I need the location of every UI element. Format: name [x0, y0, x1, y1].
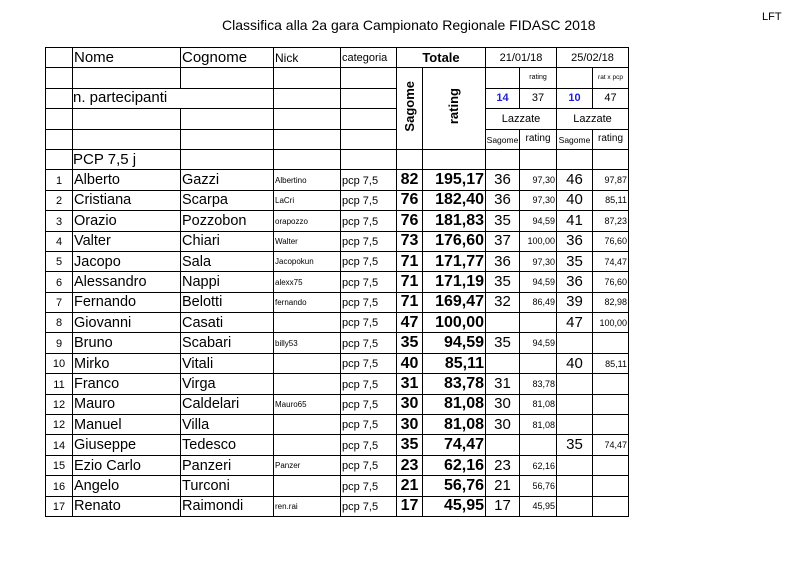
race2-rating-cell: 85,11	[593, 190, 629, 210]
categoria-cell: pcp 7,5	[341, 231, 397, 251]
cognome-cell: Scarpa	[181, 190, 274, 210]
header-location-1: Lazzate	[486, 109, 557, 129]
nick-cell: alexx75	[274, 272, 341, 292]
categoria-cell: pcp 7,5	[341, 272, 397, 292]
total-sagome-cell: 71	[397, 251, 423, 271]
race1-rating-cell: 45,95	[520, 496, 557, 516]
race2-rating-cell	[593, 333, 629, 353]
header-cell-blank	[593, 149, 629, 169]
total-sagome-cell: 17	[397, 496, 423, 516]
cognome-cell: Casati	[181, 313, 274, 333]
total-rating-cell: 171,19	[423, 272, 486, 292]
total-sagome-cell: 21	[397, 476, 423, 496]
race2-rating-cell	[593, 394, 629, 414]
nome-cell: Alessandro	[73, 272, 181, 292]
categoria-cell: pcp 7,5	[341, 251, 397, 271]
total-rating-cell: 176,60	[423, 231, 486, 251]
total-rating-cell: 56,76	[423, 476, 486, 496]
race2-rating-cell: 97,87	[593, 170, 629, 190]
categoria-cell: pcp 7,5	[341, 333, 397, 353]
header-sagome-1: Sagome	[486, 129, 520, 149]
table-row	[46, 170, 629, 190]
race1-rating-cell: 81,08	[520, 415, 557, 435]
total-sagome-cell: 73	[397, 231, 423, 251]
position-cell: 10	[46, 353, 73, 373]
position-cell: 16	[46, 476, 73, 496]
race1-sagome-cell: 30	[486, 394, 520, 414]
nick-cell: fernando	[274, 292, 341, 312]
header-row-2	[46, 68, 629, 88]
corner-label: LFT	[762, 11, 782, 23]
race2-sagome-cell: 36	[557, 272, 593, 292]
total-rating-cell: 181,83	[423, 211, 486, 231]
total-sagome-cell: 71	[397, 292, 423, 312]
categoria-cell: pcp 7,5	[341, 190, 397, 210]
categoria-cell: pcp 7,5	[341, 211, 397, 231]
header-cell-blank	[181, 129, 274, 149]
header-cell-blank	[73, 68, 181, 88]
header-cell-blank	[274, 88, 341, 108]
total-sagome-cell: 71	[397, 272, 423, 292]
nome-cell: Valter	[73, 231, 181, 251]
header-rating-2: rating	[593, 129, 629, 149]
race2-rating-cell: 74,47	[593, 435, 629, 455]
total-sagome-cell: 82	[397, 170, 423, 190]
header-row-1	[46, 48, 629, 68]
position-cell: 5	[46, 251, 73, 271]
race1-sagome-cell: 31	[486, 374, 520, 394]
race2-rating-cell: 76,60	[593, 272, 629, 292]
table-row	[46, 272, 629, 292]
nick-cell: Panzer	[274, 455, 341, 475]
table-row	[46, 435, 629, 455]
total-rating-cell: 74,47	[423, 435, 486, 455]
categoria-cell: pcp 7,5	[341, 394, 397, 414]
race1-rating-cell: 94,59	[520, 211, 557, 231]
race2-rating-cell	[593, 374, 629, 394]
nick-cell: Jacopokun	[274, 251, 341, 271]
header-cell-blank	[46, 149, 73, 169]
cognome-cell: Tedesco	[181, 435, 274, 455]
table-row	[46, 394, 629, 414]
cognome-cell: Virga	[181, 374, 274, 394]
cognome-cell: Raimondi	[181, 496, 274, 516]
nome-cell: Bruno	[73, 333, 181, 353]
nome-cell: Manuel	[73, 415, 181, 435]
header-cognome: Cognome	[181, 48, 274, 68]
nome-cell: Ezio Carlo	[73, 455, 181, 475]
position-cell: 8	[46, 313, 73, 333]
header-cell-blank	[181, 109, 274, 129]
header-cell-blank	[423, 149, 486, 169]
categoria-cell: pcp 7,5	[341, 353, 397, 373]
table-row	[46, 415, 629, 435]
table-row	[46, 476, 629, 496]
position-cell: 6	[46, 272, 73, 292]
cognome-cell: Vitali	[181, 353, 274, 373]
nick-cell: Walter	[274, 231, 341, 251]
race2-sagome-cell	[557, 455, 593, 475]
position-cell: 7	[46, 292, 73, 312]
race2-sagome-cell: 35	[557, 435, 593, 455]
header-cell-blank	[274, 129, 341, 149]
table-row	[46, 211, 629, 231]
race2-sagome-cell: 47	[557, 313, 593, 333]
race2-sagome-cell: 40	[557, 190, 593, 210]
total-sagome-cell: 30	[397, 415, 423, 435]
header-cell-blank	[46, 109, 73, 129]
position-cell: 3	[46, 211, 73, 231]
categoria-cell: pcp 7,5	[341, 496, 397, 516]
header-cell-blank	[274, 109, 341, 129]
table-row	[46, 374, 629, 394]
header-row-3	[46, 88, 629, 108]
categoria-cell: pcp 7,5	[341, 170, 397, 190]
categoria-cell: pcp 7,5	[341, 455, 397, 475]
header-totale: Totale	[397, 48, 486, 68]
header-nick: Nick	[274, 48, 341, 68]
total-rating-cell: 169,47	[423, 292, 486, 312]
total-sagome-cell: 35	[397, 333, 423, 353]
race1-sagome-cell: 35	[486, 272, 520, 292]
header-rat-x-pcp: rat x pcp	[593, 68, 629, 88]
position-cell: 9	[46, 333, 73, 353]
race2-rating-cell: 85,11	[593, 353, 629, 373]
race2-sagome-cell	[557, 496, 593, 516]
race2-sagome-cell	[557, 476, 593, 496]
race2-sagome-cell: 40	[557, 353, 593, 373]
table-row	[46, 190, 629, 210]
header-cell-blank	[341, 68, 397, 88]
header-cell-blank	[274, 68, 341, 88]
table-row	[46, 455, 629, 475]
total-sagome-cell: 76	[397, 190, 423, 210]
header-value-2: 47	[593, 88, 629, 108]
table-row	[46, 292, 629, 312]
table-row	[46, 496, 629, 516]
race1-sagome-cell	[486, 313, 520, 333]
nick-cell: orapozzo	[274, 211, 341, 231]
race1-rating-cell: 62,16	[520, 455, 557, 475]
race2-rating-cell: 76,60	[593, 231, 629, 251]
header-date-1: 21/01/18	[486, 48, 557, 68]
race1-sagome-cell: 23	[486, 455, 520, 475]
race1-rating-cell	[520, 353, 557, 373]
cognome-cell: Turconi	[181, 476, 274, 496]
header-cell-blank	[341, 109, 397, 129]
nome-cell: Cristiana	[73, 190, 181, 210]
race1-rating-cell: 97,30	[520, 190, 557, 210]
header-cell-blank	[46, 48, 73, 68]
header-cell-blank	[46, 68, 73, 88]
categoria-cell: pcp 7,5	[341, 415, 397, 435]
categoria-cell: pcp 7,5	[341, 313, 397, 333]
race1-rating-cell: 100,00	[520, 231, 557, 251]
cognome-cell: Sala	[181, 251, 274, 271]
categoria-cell: pcp 7,5	[341, 476, 397, 496]
nick-cell: billy53	[274, 333, 341, 353]
race2-sagome-cell: 35	[557, 251, 593, 271]
total-rating-cell: 182,40	[423, 190, 486, 210]
race2-rating-cell	[593, 496, 629, 516]
nick-cell: Albertino	[274, 170, 341, 190]
race2-rating-cell	[593, 476, 629, 496]
race1-sagome-cell	[486, 353, 520, 373]
race1-rating-cell: 97,30	[520, 170, 557, 190]
race1-rating-cell: 81,08	[520, 394, 557, 414]
position-cell: 2	[46, 190, 73, 210]
race1-sagome-cell: 35	[486, 211, 520, 231]
race1-rating-cell: 94,59	[520, 333, 557, 353]
categoria-cell: pcp 7,5	[341, 374, 397, 394]
table-row	[46, 251, 629, 271]
nick-cell: ren.rai	[274, 496, 341, 516]
position-cell: 15	[46, 455, 73, 475]
nick-cell	[274, 313, 341, 333]
total-sagome-cell: 35	[397, 435, 423, 455]
race1-sagome-cell: 35	[486, 333, 520, 353]
nick-cell	[274, 374, 341, 394]
section-label: PCP 7,5 j	[73, 149, 181, 169]
categoria-cell: pcp 7,5	[341, 435, 397, 455]
race2-sagome-cell	[557, 415, 593, 435]
header-sagome-2: Sagome	[557, 129, 593, 149]
header-cell-blank	[341, 88, 397, 108]
total-rating-cell: 85,11	[423, 353, 486, 373]
total-rating-cell: 81,08	[423, 415, 486, 435]
total-sagome-cell: 30	[397, 394, 423, 414]
nick-cell: Mauro65	[274, 394, 341, 414]
header-cell-blank	[486, 149, 520, 169]
total-rating-cell: 94,59	[423, 333, 486, 353]
header-rating-small: rating	[520, 68, 557, 88]
race1-sagome-cell: 36	[486, 190, 520, 210]
position-cell: 12	[46, 415, 73, 435]
race1-rating-cell: 56,76	[520, 476, 557, 496]
position-cell: 11	[46, 374, 73, 394]
nome-cell: Renato	[73, 496, 181, 516]
race2-sagome-cell: 46	[557, 170, 593, 190]
header-partecipanti-2: 10	[557, 88, 593, 108]
total-rating-cell: 45,95	[423, 496, 486, 516]
header-cell-blank	[341, 149, 397, 169]
race1-sagome-cell: 36	[486, 170, 520, 190]
header-row-4	[46, 109, 629, 129]
header-cell-blank	[181, 68, 274, 88]
race2-rating-cell: 87,23	[593, 211, 629, 231]
nome-cell: Giuseppe	[73, 435, 181, 455]
total-rating-cell: 62,16	[423, 455, 486, 475]
race2-sagome-cell: 36	[557, 231, 593, 251]
page-title: Classifica alla 2a gara Campionato Regionale FIDASC 2018	[222, 17, 596, 33]
race1-rating-cell: 94,59	[520, 272, 557, 292]
race2-sagome-cell	[557, 374, 593, 394]
total-rating-cell: 81,08	[423, 394, 486, 414]
position-cell: 12	[46, 394, 73, 414]
cognome-cell: Chiari	[181, 231, 274, 251]
race1-sagome-cell: 37	[486, 231, 520, 251]
total-sagome-cell: 76	[397, 211, 423, 231]
total-rating-cell: 171,77	[423, 251, 486, 271]
race2-rating-cell	[593, 455, 629, 475]
table-row	[46, 313, 629, 333]
header-cell-blank	[557, 149, 593, 169]
header-cell-blank	[181, 149, 274, 169]
total-sagome-cell: 23	[397, 455, 423, 475]
race1-sagome-cell	[486, 435, 520, 455]
nome-cell: Orazio	[73, 211, 181, 231]
header-cell-blank	[274, 149, 341, 169]
header-rating-1: rating	[520, 129, 557, 149]
header-sagome-vertical: Sagome	[397, 68, 423, 150]
header-partecipanti-1: 14	[486, 88, 520, 108]
header-cell-blank	[73, 129, 181, 149]
total-rating-cell: 195,17	[423, 170, 486, 190]
nick-cell	[274, 435, 341, 455]
cognome-cell: Scabari	[181, 333, 274, 353]
header-categoria: categoria	[341, 48, 397, 68]
header-nome: Nome	[73, 48, 181, 68]
nick-cell	[274, 415, 341, 435]
race2-rating-cell: 82,98	[593, 292, 629, 312]
categoria-cell: pcp 7,5	[341, 292, 397, 312]
nome-cell: Angelo	[73, 476, 181, 496]
cognome-cell: Villa	[181, 415, 274, 435]
total-rating-cell: 83,78	[423, 374, 486, 394]
header-date-2: 25/02/18	[557, 48, 629, 68]
nome-cell: Jacopo	[73, 251, 181, 271]
race1-sagome-cell: 36	[486, 251, 520, 271]
header-rating-vertical: rating	[423, 68, 486, 150]
race1-sagome-cell: 30	[486, 415, 520, 435]
nick-cell	[274, 476, 341, 496]
position-cell: 1	[46, 170, 73, 190]
nome-cell: Fernando	[73, 292, 181, 312]
race1-sagome-cell: 32	[486, 292, 520, 312]
header-cell-blank	[557, 68, 593, 88]
header-row-5	[46, 129, 629, 149]
race2-sagome-cell: 41	[557, 211, 593, 231]
total-sagome-cell: 40	[397, 353, 423, 373]
race1-rating-cell: 83,78	[520, 374, 557, 394]
ranking-table	[45, 47, 629, 517]
cognome-cell: Gazzi	[181, 170, 274, 190]
header-cell-blank	[73, 109, 181, 129]
header-cell-blank	[397, 149, 423, 169]
race1-rating-cell	[520, 435, 557, 455]
cognome-cell: Pozzobon	[181, 211, 274, 231]
cognome-cell: Nappi	[181, 272, 274, 292]
nome-cell: Giovanni	[73, 313, 181, 333]
total-rating-cell: 100,00	[423, 313, 486, 333]
section-row	[46, 149, 629, 169]
race1-rating-cell	[520, 313, 557, 333]
race2-rating-cell: 100,00	[593, 313, 629, 333]
nome-cell: Mirko	[73, 353, 181, 373]
cognome-cell: Panzeri	[181, 455, 274, 475]
race2-rating-cell	[593, 415, 629, 435]
header-n-partecipanti: n. partecipanti	[73, 88, 274, 108]
race2-sagome-cell	[557, 394, 593, 414]
total-sagome-cell: 47	[397, 313, 423, 333]
total-sagome-cell: 31	[397, 374, 423, 394]
nick-cell	[274, 353, 341, 373]
race2-sagome-cell	[557, 333, 593, 353]
cognome-cell: Caldelari	[181, 394, 274, 414]
position-cell: 4	[46, 231, 73, 251]
position-cell: 14	[46, 435, 73, 455]
header-cell-blank	[486, 68, 520, 88]
table-row	[46, 333, 629, 353]
nome-cell: Alberto	[73, 170, 181, 190]
header-cell-blank	[46, 129, 73, 149]
nick-cell: LaCri	[274, 190, 341, 210]
nome-cell: Franco	[73, 374, 181, 394]
header-cell-blank	[520, 149, 557, 169]
race2-rating-cell: 74,47	[593, 251, 629, 271]
race1-sagome-cell: 21	[486, 476, 520, 496]
position-cell: 17	[46, 496, 73, 516]
header-value-1: 37	[520, 88, 557, 108]
header-cell-blank	[341, 129, 397, 149]
race1-sagome-cell: 17	[486, 496, 520, 516]
table-row	[46, 353, 629, 373]
header-cell-blank	[46, 88, 73, 108]
table-row	[46, 231, 629, 251]
nome-cell: Mauro	[73, 394, 181, 414]
race1-rating-cell: 86,49	[520, 292, 557, 312]
race1-rating-cell: 97,30	[520, 251, 557, 271]
cognome-cell: Belotti	[181, 292, 274, 312]
race2-sagome-cell: 39	[557, 292, 593, 312]
header-location-2: Lazzate	[557, 109, 629, 129]
